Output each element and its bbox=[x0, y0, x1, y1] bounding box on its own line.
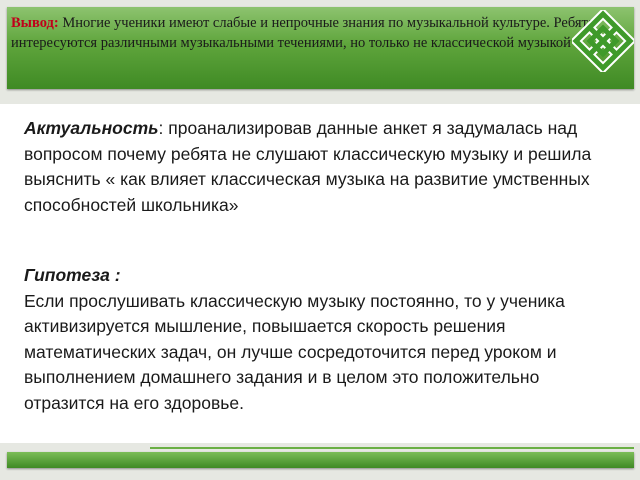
footer-bar bbox=[7, 452, 634, 468]
relevance-label: Актуальность bbox=[24, 118, 159, 138]
hypothesis-label: Гипотеза : bbox=[24, 265, 121, 285]
hypothesis-text: Если прослушивать классическую музыку постоянно, то у ученика активизируется мышление, повышается скорость решения математических задач, он лучше сосредоточится перед уроком и выполнением домашнего задания и в целом это положительно отразится на его здоровье. bbox=[24, 290, 565, 413]
conclusion-text bbox=[11, 13, 601, 53]
header-band bbox=[7, 7, 634, 89]
footer-divider bbox=[150, 447, 634, 449]
conclusion-label: Вывод: bbox=[11, 15, 59, 31]
logo-icon bbox=[572, 10, 634, 72]
relevance-text: : проанализировав данные анкет я задумалась над вопросом почему ребята не слушают классическую музыку и решила выяснить « как влияет классическая музыка на развитие умственных способностей школьника» bbox=[24, 118, 592, 215]
conclusion-body: Многие ученики имеют слабые и непрочные знания по музыкальной культуре. Ребята интересуются различными музыкальными течениями, но только не классической музыкой bbox=[11, 15, 595, 51]
relevance-paragraph bbox=[24, 116, 614, 218]
hypothesis-paragraph bbox=[24, 263, 624, 416]
